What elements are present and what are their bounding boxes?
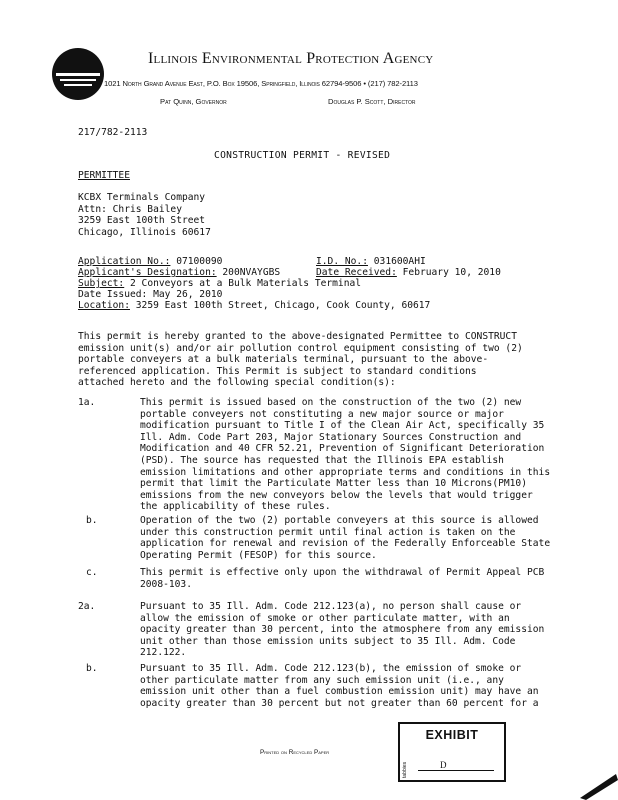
condition-line: This permit is effective only upon the withdrawal of Permit Appeal PCB (140, 567, 545, 578)
condition-line: application for renewal and revision of the Federally Enforceable State (140, 538, 551, 550)
address-line: Attn: Chris Bailey (78, 203, 182, 215)
paragraph-line: referenced application. This Permit is subject to standard conditions (78, 365, 477, 377)
condition-line: emission limitations and other appropriate terms and conditions in this (140, 466, 551, 478)
scan-artifact-icon (578, 770, 618, 800)
condition-line: opacity greater than 30 percent, into the atmosphere from any emission (140, 624, 545, 636)
designation-value: 200NVAYGBS (222, 267, 281, 278)
condition-line: emissions from the new conveyors below the levels that would trigger (140, 489, 533, 501)
exhibit-side-text: tabbies (402, 761, 408, 778)
agency-address: 1021 North Grand Avenue East, P.O. Box 19506, Springfield, Illinois 62794-9506 • (217) 782-2113 (104, 79, 418, 88)
director-name: Douglas P. Scott, Director (328, 97, 416, 106)
condition-line: Ill. Adm. Code Part 203, Major Stationary Sources Construction and (140, 431, 522, 443)
condition-line: emission unit other than a fuel combustion emission unit) may have an (140, 686, 539, 698)
agency-name: Illinois Environmental Protection Agency (148, 50, 434, 67)
paragraph-line: emission unit(s) and/or air pollution control equipment consisting of two (2) (78, 342, 523, 354)
condition-text (140, 663, 539, 709)
exhibit-title: EXHIBIT (425, 728, 479, 742)
app-no-value: 07100090 (176, 256, 223, 267)
date-received-label: Date Received: (316, 267, 397, 278)
condition-label: b. (86, 663, 98, 674)
condition-line: Pursuant to 35 Ill. Adm. Code 212.123(a), no person shall cause or (140, 601, 522, 612)
address-line: Chicago, Illinois 60617 (78, 226, 211, 238)
phone-number: 217/782-2113 (78, 127, 148, 138)
paragraph-line: portable conveyers at a bulk materials terminal, pursuant to the above- (78, 354, 489, 365)
application-details (78, 256, 501, 311)
permittee-label: PERMITTEE (78, 170, 130, 181)
condition-line: Modification and 40 CFR 52.21, Prevention of Significant Deterioration (140, 443, 545, 455)
condition-label: 2a. (78, 601, 96, 612)
condition-line: modification pursuant to Title I of the Clean Air Act, specifically 35 (140, 420, 545, 432)
document-title: CONSTRUCTION PERMIT - REVISED (214, 150, 391, 161)
condition-text (140, 567, 544, 590)
exhibit-value: D (440, 760, 447, 770)
condition-text (140, 397, 550, 513)
intro-paragraph (78, 331, 523, 389)
condition-line: Operating Permit (FESOP) for this source. (140, 549, 377, 561)
subject-label: Subject: (78, 278, 125, 289)
date-issued: Date Issued: May 26, 2010 (78, 289, 223, 300)
id-value: 031600AHI (373, 256, 426, 267)
condition-line: opacity greater than 30 percent but not greater than 60 percent for a (140, 697, 539, 709)
paragraph-line: This permit is hereby granted to the above-designated Permittee to CONSTRUCT (78, 331, 517, 342)
address-line: KCBX Terminals Company (78, 192, 206, 203)
designation-label: Applicant's Designation: (78, 267, 217, 278)
recycled-paper-footer: Printed on Recycled Paper (260, 749, 330, 756)
condition-line: the applicability of these rules. (140, 501, 331, 513)
condition-line: allow the emission of smoke or other particulate matter, with an (140, 612, 510, 624)
condition-text (140, 515, 550, 561)
condition-line: (PSD). The source has requested that the Illinois EPA establish (140, 454, 504, 466)
location-value: 3259 East 100th Street, Chicago, Cook County, 60617 (135, 300, 431, 311)
condition-label: b. (86, 515, 98, 526)
agency-seal-icon (50, 46, 106, 102)
governor-name: Pat Quinn, Governor (160, 97, 227, 106)
paragraph-line: attached hereto and the following special condition(s): (78, 377, 396, 388)
permittee-address (78, 192, 211, 238)
app-no-label: Application No.: (78, 256, 171, 267)
condition-line: 212.122. (140, 647, 187, 659)
id-label: I.D. No.: (316, 256, 368, 267)
condition-label: 1a. (78, 397, 96, 408)
condition-text (140, 601, 544, 659)
exhibit-underline (418, 770, 494, 771)
location-label: Location: (78, 300, 130, 311)
condition-line: Pursuant to 35 Ill. Adm. Code 212.123(b), the emission of smoke or (140, 663, 522, 674)
exhibit-sticker (398, 722, 506, 782)
condition-label: c. (86, 567, 98, 578)
condition-line: unit other than those emission units subject to 35 Ill. Adm. Code (140, 635, 516, 647)
condition-line: 2008-103. (140, 578, 192, 590)
subject-value: 2 Conveyors at a Bulk Materials Terminal (130, 278, 362, 289)
condition-line: under this construction permit until final action is taken on the (140, 526, 516, 538)
address-line: 3259 East 100th Street (78, 215, 206, 226)
condition-line: Operation of the two (2) portable conveyers at this source is allowed (140, 515, 539, 526)
condition-line: This permit is issued based on the construction of the two (2) new (140, 397, 522, 408)
date-received-value: February 10, 2010 (402, 267, 501, 278)
condition-line: portable conveyers not constituting a new major source or major (140, 408, 504, 420)
condition-line: other particulate matter from any such emission unit (i.e., any (140, 674, 504, 686)
condition-line: permit that limit the Particulate Matter less than 10 Microns(PM10) (140, 478, 527, 490)
